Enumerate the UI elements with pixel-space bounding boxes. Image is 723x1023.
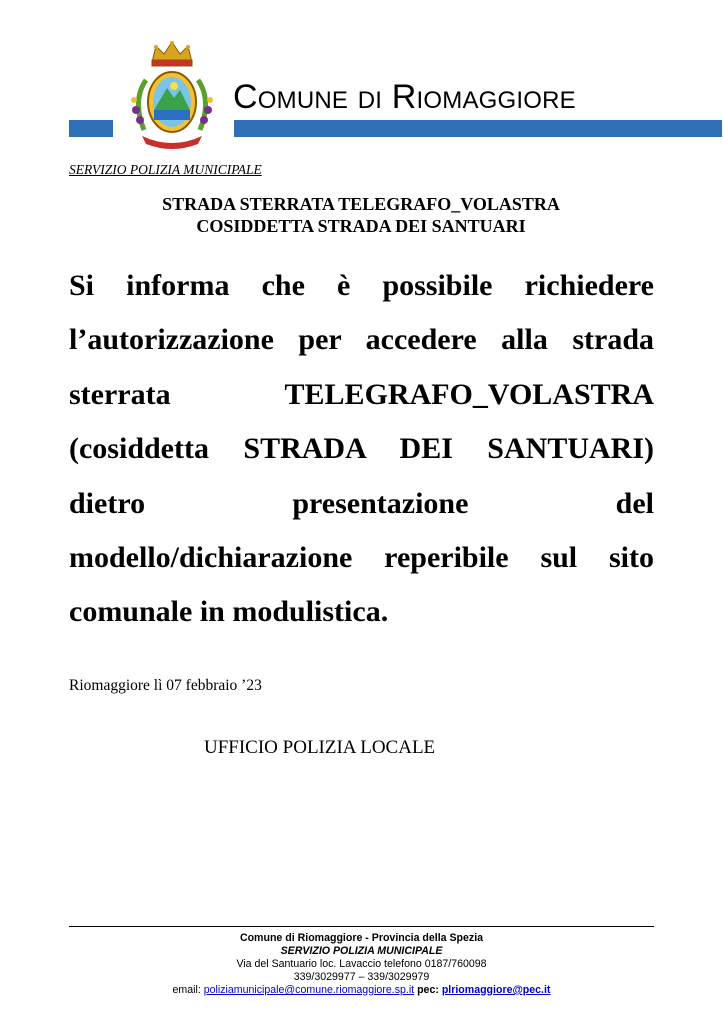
header-accent-bar-left	[69, 120, 113, 137]
municipal-crest-icon	[112, 40, 232, 152]
footer-pec-link[interactable]: plriomaggiore@pec.it	[441, 984, 551, 996]
date-line: Riomaggiore lì 07 febbraio ’23	[69, 677, 262, 694]
service-label: SERVIZIO POLIZIA MUNICIPALE	[69, 162, 262, 177]
footer-municipality: Comune di Riomaggiore - Provincia della Spezia	[239, 932, 484, 944]
notice-line: l’autorizzazione per accedere alla strada	[69, 323, 654, 357]
footer-contacts	[69, 984, 654, 997]
office-signature: UFFICIO POLIZIA LOCALE	[204, 737, 436, 758]
footer-phones: 339/3029977 – 339/3029979	[293, 971, 430, 983]
notice-line: comunale in modulistica.	[69, 595, 389, 629]
subject-heading	[69, 193, 653, 237]
subject-line-2: COSIDDETTA STRADA DEI SANTUARI	[196, 216, 526, 236]
footer	[69, 932, 654, 997]
subject-line-1: STRADA STERRATA TELEGRAFO_VOLASTRA	[162, 194, 560, 214]
notice-line: Si informa che è possibile richiedere	[69, 269, 654, 302]
page-title: Comune di Riomaggiore	[233, 78, 576, 116]
footer-pec-label: pec:	[417, 984, 439, 996]
footer-divider	[69, 926, 654, 927]
footer-email-link[interactable]: poliziamunicipale@comune.riomaggiore.sp.it	[203, 984, 415, 996]
header-accent-bar-right	[234, 120, 722, 137]
notice-line: dietro presentazione del	[69, 486, 654, 520]
notice-body	[69, 259, 654, 640]
notice-line: modello/dichiarazione reperibile sul sito	[69, 541, 654, 575]
notice-line: sterrata TELEGRAFO_VOLASTRA	[69, 377, 654, 411]
notice-line: (cosiddetta STRADA DEI SANTUARI)	[69, 432, 654, 466]
footer-service: SERVIZIO POLIZIA MUNICIPALE	[280, 945, 443, 957]
footer-email-label: email:	[172, 984, 201, 996]
footer-address: Via del Santuario loc. Lavaccio telefono 0187/760098	[236, 958, 487, 970]
